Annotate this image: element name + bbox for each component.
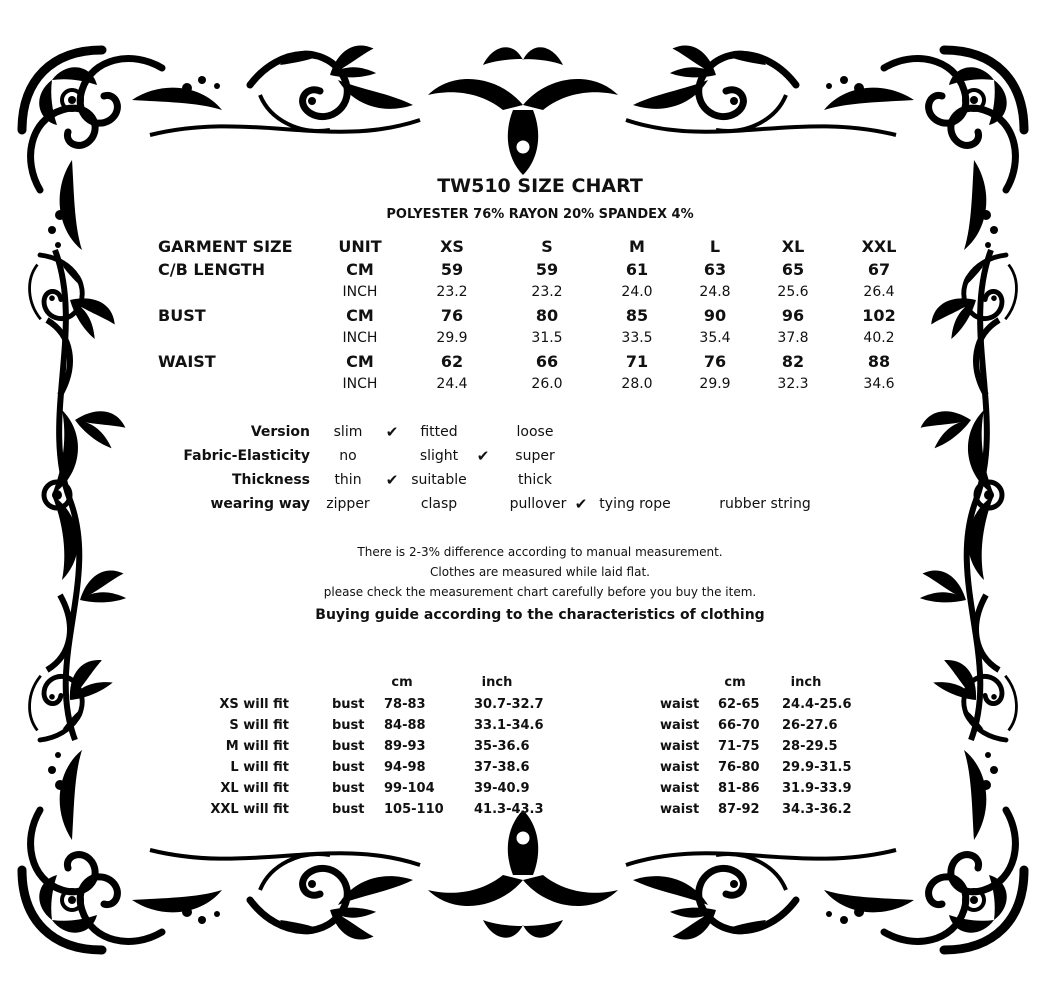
check-mark-icon: ✔ — [385, 471, 399, 489]
fit-bust-label: bust — [332, 781, 365, 796]
option-thin: thin — [334, 472, 362, 488]
cell-length-inch-xs: 23.2 — [436, 284, 468, 300]
cell-bust-inch-xl: 37.8 — [777, 330, 809, 346]
header-size-xl: XL — [781, 237, 805, 256]
header-size-l: L — [709, 237, 721, 256]
fit-bust-label: bust — [332, 718, 365, 733]
attr-label-elasticity: Fabric-Elasticity — [183, 448, 310, 464]
header-unit: UNIT — [338, 237, 382, 256]
fit-bust-label: bust — [332, 802, 365, 817]
attr-label-version: Version — [250, 424, 310, 440]
cell-bust-cm-xs: 76 — [440, 306, 464, 325]
fit-waist-cm: 81-86 — [718, 781, 760, 796]
fit-waist-label: waist — [660, 739, 700, 754]
cell-length-cm-m: 61 — [625, 260, 649, 279]
header-size-m: M — [629, 237, 645, 256]
cell-waist-cm-s: 66 — [535, 352, 559, 371]
cell-bust-cm-s: 80 — [535, 306, 559, 325]
material-composition: POLYESTER 76% RAYON 20% SPANDEX 4% — [386, 207, 694, 222]
fit-waist-label: waist — [660, 781, 700, 796]
waist-cm-header: cm — [724, 675, 746, 690]
fit-bust-label: bust — [332, 760, 365, 775]
option-zipper: zipper — [326, 496, 370, 512]
cell-length-inch-s: 23.2 — [531, 284, 563, 300]
cell-length-inch-xxl: 26.4 — [863, 284, 895, 300]
fit-waist-cm: 66-70 — [718, 718, 760, 733]
waist-inch-header: inch — [790, 675, 822, 690]
fit-bust-inch: 33.1-34.6 — [474, 718, 544, 733]
cell-waist-cm-m: 71 — [625, 352, 649, 371]
cell-waist-cm-xl: 82 — [781, 352, 805, 371]
fit-label-s: S will fit — [229, 718, 289, 733]
cell-length-cm-l: 63 — [703, 260, 727, 279]
fit-bust-inch: 39-40.9 — [474, 781, 530, 796]
fit-waist-inch: 28-29.5 — [782, 739, 838, 754]
cell-bust-inch-s: 31.5 — [531, 330, 563, 346]
bust-cm-header: cm — [391, 675, 413, 690]
cell-length-cm-xs: 59 — [440, 260, 464, 279]
fit-waist-cm: 71-75 — [718, 739, 760, 754]
cell-length-cm-xl: 65 — [781, 260, 805, 279]
fit-bust-inch: 35-36.6 — [474, 739, 530, 754]
cell-bust-inch-l: 35.4 — [699, 330, 731, 346]
row-label-bust: BUST — [158, 306, 206, 325]
fit-label-xxl: XXL will fit — [210, 802, 289, 817]
fit-bust-label: bust — [332, 697, 365, 712]
option-clasp: clasp — [420, 496, 458, 512]
chart-title: TW510 SIZE CHART — [437, 175, 643, 197]
buying-guide-title: Buying guide according to the characteristics of clothing — [315, 607, 765, 623]
option-thick: thick — [517, 472, 553, 488]
cell-waist-inch-l: 29.9 — [699, 376, 731, 392]
row-label-waist: WAIST — [158, 352, 216, 371]
check-mark-icon: ✔ — [476, 447, 490, 465]
option-super: super — [515, 448, 555, 464]
unit-cm: CM — [346, 260, 374, 279]
option-suitable: suitable — [411, 472, 467, 488]
fit-waist-cm: 76-80 — [718, 760, 760, 775]
fit-bust-cm: 89-93 — [384, 739, 426, 754]
cell-bust-inch-m: 33.5 — [621, 330, 653, 346]
header-garment-size: GARMENT SIZE — [158, 237, 293, 256]
option-slight: slight — [419, 448, 459, 464]
header-size-xxl: XXL — [861, 237, 897, 256]
fit-waist-inch: 26-27.6 — [782, 718, 838, 733]
fit-label-xs: XS will fit — [219, 697, 289, 712]
fit-bust-cm: 78-83 — [384, 697, 426, 712]
fit-bust-cm: 84-88 — [384, 718, 426, 733]
fit-waist-inch: 31.9-33.9 — [782, 781, 852, 796]
note-check-chart: please check the measurement chart carefully before you buy the item. — [323, 585, 757, 599]
cell-waist-inch-xxl: 34.6 — [863, 376, 895, 392]
option-pullover: pullover — [509, 496, 567, 512]
option-slim: slim — [333, 424, 363, 440]
row-label-length: C/B LENGTH — [158, 260, 266, 279]
header-size-xs: XS — [440, 237, 464, 256]
fit-bust-inch: 37-38.6 — [474, 760, 530, 775]
cell-bust-cm-l: 90 — [703, 306, 727, 325]
option-tying-rope: tying rope — [599, 496, 671, 512]
cell-bust-cm-xxl: 102 — [862, 306, 896, 325]
fit-bust-cm: 99-104 — [384, 781, 435, 796]
fit-bust-cm: 105-110 — [384, 802, 444, 817]
fit-waist-cm: 87-92 — [718, 802, 760, 817]
header-size-s: S — [541, 237, 553, 256]
cell-bust-cm-xl: 96 — [781, 306, 805, 325]
note-laid-flat: Clothes are measured while laid flat. — [430, 565, 650, 579]
option-rubber-string: rubber string — [719, 496, 811, 512]
cell-waist-cm-xxl: 88 — [867, 352, 891, 371]
cell-length-inch-l: 24.8 — [699, 284, 731, 300]
cell-waist-inch-m: 28.0 — [621, 376, 653, 392]
unit-cm: CM — [346, 352, 374, 371]
check-mark-icon: ✔ — [385, 423, 399, 441]
cell-length-inch-xl: 25.6 — [777, 284, 809, 300]
fit-waist-label: waist — [660, 802, 700, 817]
fit-waist-inch: 34.3-36.2 — [782, 802, 852, 817]
cell-length-cm-s: 59 — [535, 260, 559, 279]
option-no: no — [339, 448, 357, 464]
fit-label-l: L will fit — [230, 760, 289, 775]
fit-waist-inch: 29.9-31.5 — [782, 760, 852, 775]
cell-bust-inch-xs: 29.9 — [436, 330, 468, 346]
fit-waist-cm: 62-65 — [718, 697, 760, 712]
unit-inch: INCH — [342, 330, 378, 346]
option-loose: loose — [516, 424, 554, 440]
fit-waist-label: waist — [660, 760, 700, 775]
fit-label-m: M will fit — [225, 739, 289, 754]
fit-bust-inch: 30.7-32.7 — [474, 697, 544, 712]
cell-waist-inch-xs: 24.4 — [436, 376, 468, 392]
note-measurement-difference: There is 2-3% difference according to manual measurement. — [357, 545, 723, 559]
cell-bust-cm-m: 85 — [625, 306, 649, 325]
fit-waist-label: waist — [660, 718, 700, 733]
unit-inch: INCH — [342, 376, 378, 392]
check-mark-icon: ✔ — [574, 495, 588, 513]
fit-bust-cm: 94-98 — [384, 760, 426, 775]
bust-inch-header: inch — [481, 675, 513, 690]
fit-bust-label: bust — [332, 739, 365, 754]
fit-waist-label: waist — [660, 697, 700, 712]
cell-length-inch-m: 24.0 — [621, 284, 653, 300]
unit-inch: INCH — [342, 284, 378, 300]
attr-label-thickness: Thickness — [231, 472, 310, 488]
option-fitted: fitted — [420, 424, 458, 440]
cell-bust-inch-xxl: 40.2 — [863, 330, 895, 346]
cell-length-cm-xxl: 67 — [867, 260, 891, 279]
cell-waist-cm-l: 76 — [703, 352, 727, 371]
fit-waist-inch: 24.4-25.6 — [782, 697, 852, 712]
attr-label-wearing-way: wearing way — [210, 496, 310, 512]
unit-cm: CM — [346, 306, 374, 325]
fit-bust-inch: 41.3-43.3 — [474, 802, 544, 817]
fit-label-xl: XL will fit — [220, 781, 289, 796]
cell-waist-inch-s: 26.0 — [531, 376, 563, 392]
cell-waist-inch-xl: 32.3 — [777, 376, 809, 392]
cell-waist-cm-xs: 62 — [440, 352, 464, 371]
